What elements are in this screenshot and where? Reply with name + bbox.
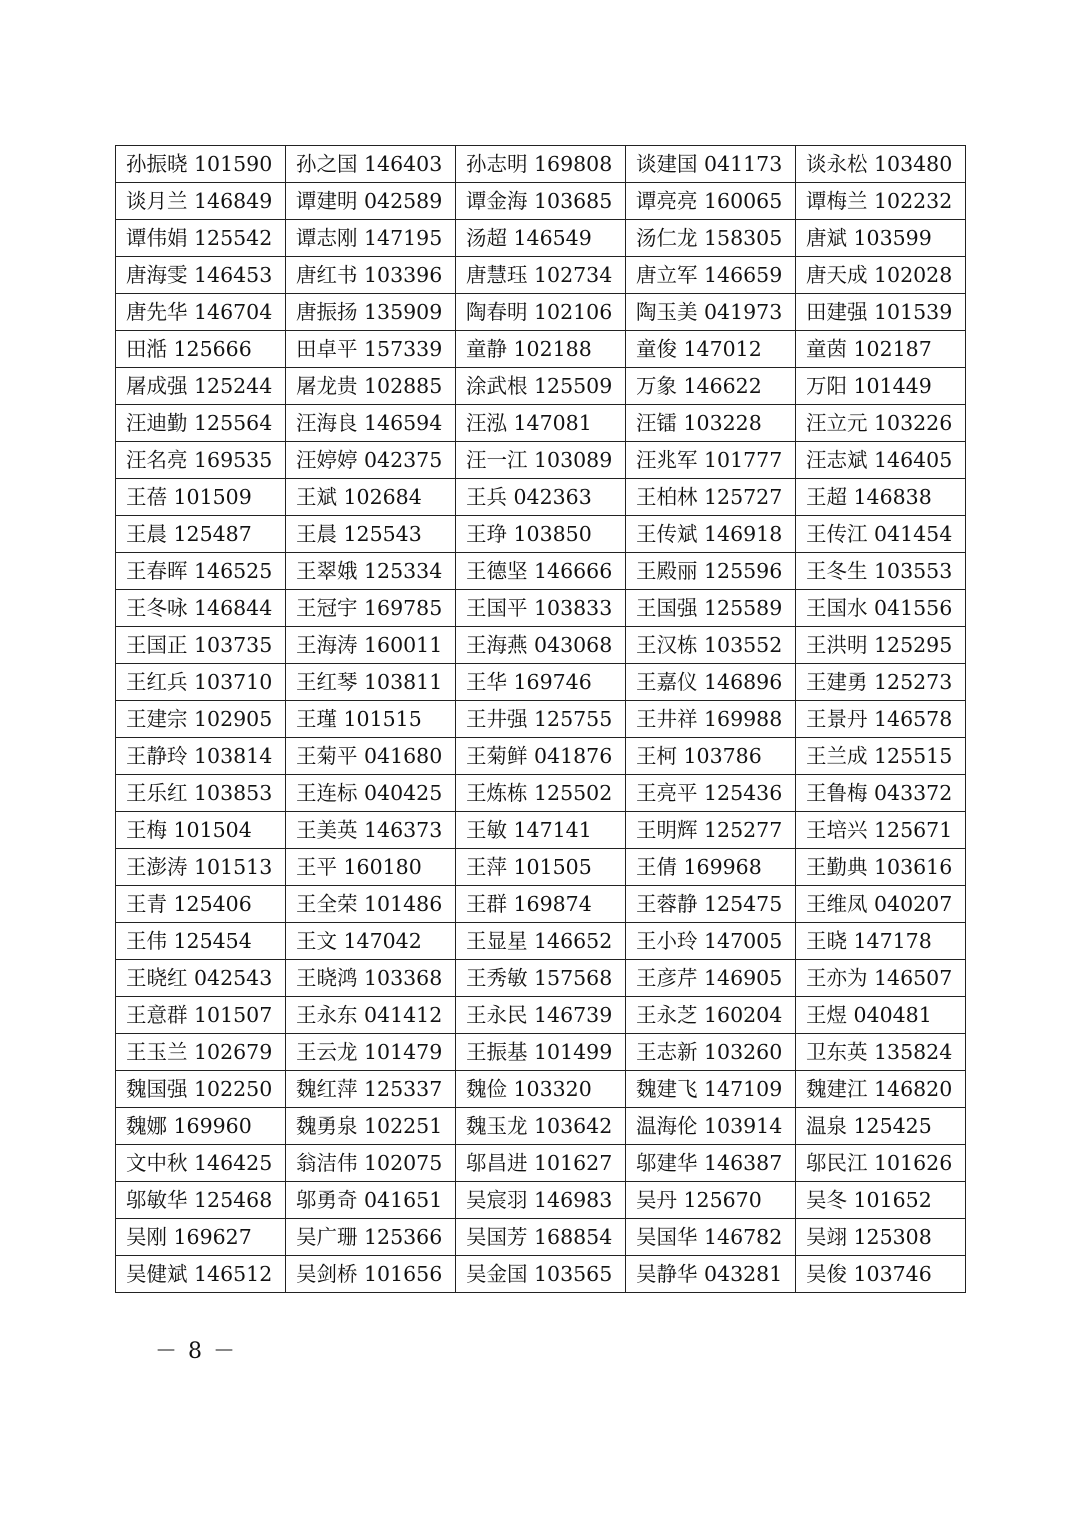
table-cell: 王永芝 160204 — [626, 997, 796, 1034]
table-cell: 王井强 125755 — [456, 701, 626, 738]
table-cell: 王敏 147141 — [456, 812, 626, 849]
table-row — [116, 849, 966, 886]
table-cell: 王美英 146373 — [286, 812, 456, 849]
table-cell: 王炼栋 125502 — [456, 775, 626, 812]
table-cell: 吴刚 169627 — [116, 1219, 286, 1256]
table-cell: 孙志明 169808 — [456, 146, 626, 183]
table-cell: 王小玲 147005 — [626, 923, 796, 960]
table-row — [116, 331, 966, 368]
table-cell: 王德坚 146666 — [456, 553, 626, 590]
table-row — [116, 405, 966, 442]
table-cell: 邬民江 101626 — [796, 1145, 966, 1182]
table-row — [116, 738, 966, 775]
table-cell: 王秀敏 157568 — [456, 960, 626, 997]
table-cell: 汪迪勤 125564 — [116, 405, 286, 442]
table-cell: 魏国强 102250 — [116, 1071, 286, 1108]
table-cell: 王华 169746 — [456, 664, 626, 701]
table-cell: 汪兆军 101777 — [626, 442, 796, 479]
table-cell: 王振基 101499 — [456, 1034, 626, 1071]
table-cell: 邬建华 146387 — [626, 1145, 796, 1182]
table-row — [116, 1145, 966, 1182]
table-cell: 万阳 101449 — [796, 368, 966, 405]
table-cell: 文中秋 146425 — [116, 1145, 286, 1182]
table-cell: 王蓓 101509 — [116, 479, 286, 516]
table-cell: 吴金国 103565 — [456, 1256, 626, 1293]
table-cell: 翁洁伟 102075 — [286, 1145, 456, 1182]
table-cell: 卫东英 135824 — [796, 1034, 966, 1071]
table-cell: 田建强 101539 — [796, 294, 966, 331]
table-cell: 谭伟娟 125542 — [116, 220, 286, 257]
table-row — [116, 590, 966, 627]
table-cell: 王晓鸿 103368 — [286, 960, 456, 997]
table-cell: 王冠宇 169785 — [286, 590, 456, 627]
table-cell: 王静玲 103814 — [116, 738, 286, 775]
table-cell: 吴翊 125308 — [796, 1219, 966, 1256]
table-cell: 谭志刚 147195 — [286, 220, 456, 257]
table-cell: 王红兵 103710 — [116, 664, 286, 701]
table-cell: 王鲁梅 043372 — [796, 775, 966, 812]
table-cell: 童茵 102187 — [796, 331, 966, 368]
table-cell: 邬敏华 125468 — [116, 1182, 286, 1219]
table-cell: 汤超 146549 — [456, 220, 626, 257]
table-cell: 王菊平 041680 — [286, 738, 456, 775]
table-cell: 吴俊 103746 — [796, 1256, 966, 1293]
table-cell: 王晨 125543 — [286, 516, 456, 553]
table-cell: 魏建江 146820 — [796, 1071, 966, 1108]
table-cell: 王蓉静 125475 — [626, 886, 796, 923]
table-cell: 陶玉美 041973 — [626, 294, 796, 331]
table-cell: 王建勇 125273 — [796, 664, 966, 701]
table-cell: 王意群 101507 — [116, 997, 286, 1034]
table-cell: 魏红萍 125337 — [286, 1071, 456, 1108]
table-row — [116, 553, 966, 590]
table-cell: 王海涛 160011 — [286, 627, 456, 664]
table-cell: 王琤 103850 — [456, 516, 626, 553]
table-cell: 王传江 041454 — [796, 516, 966, 553]
table-cell: 童俊 147012 — [626, 331, 796, 368]
table-cell: 王传斌 146918 — [626, 516, 796, 553]
table-cell: 童静 102188 — [456, 331, 626, 368]
table-cell: 王国水 041556 — [796, 590, 966, 627]
table-cell: 唐立军 146659 — [626, 257, 796, 294]
table-cell: 唐天成 102028 — [796, 257, 966, 294]
table-cell: 邬昌进 101627 — [456, 1145, 626, 1182]
table-cell: 汪婷婷 042375 — [286, 442, 456, 479]
table-cell: 唐慧珏 102734 — [456, 257, 626, 294]
table-cell: 唐红书 103396 — [286, 257, 456, 294]
table-row — [116, 1256, 966, 1293]
table-cell: 王梅 101504 — [116, 812, 286, 849]
roster-table-body — [116, 146, 966, 1293]
table-cell: 王明辉 125277 — [626, 812, 796, 849]
table-row — [116, 294, 966, 331]
table-cell: 王倩 169968 — [626, 849, 796, 886]
table-cell: 王澎涛 101513 — [116, 849, 286, 886]
table-cell: 谭金海 103685 — [456, 183, 626, 220]
table-cell: 汪海良 146594 — [286, 405, 456, 442]
table-cell: 王青 125406 — [116, 886, 286, 923]
table-cell: 吴宸羽 146983 — [456, 1182, 626, 1219]
table-row — [116, 886, 966, 923]
table-cell: 谭亮亮 160065 — [626, 183, 796, 220]
table-cell: 吴国华 146782 — [626, 1219, 796, 1256]
table-cell: 王勤典 103616 — [796, 849, 966, 886]
table-cell: 王嘉仪 146896 — [626, 664, 796, 701]
table-row — [116, 664, 966, 701]
table-cell: 汪名亮 169535 — [116, 442, 286, 479]
table-row — [116, 220, 966, 257]
table-cell: 王斌 102684 — [286, 479, 456, 516]
table-cell: 王晨 125487 — [116, 516, 286, 553]
table-cell: 王连标 040425 — [286, 775, 456, 812]
table-cell: 王国正 103735 — [116, 627, 286, 664]
table-cell: 王瑾 101515 — [286, 701, 456, 738]
table-cell: 王冬咏 146844 — [116, 590, 286, 627]
table-cell: 王翠娥 125334 — [286, 553, 456, 590]
table-cell: 涂武根 125509 — [456, 368, 626, 405]
table-cell: 王文 147042 — [286, 923, 456, 960]
table-cell: 王晓红 042543 — [116, 960, 286, 997]
table-row — [116, 479, 966, 516]
table-row — [116, 368, 966, 405]
table-row — [116, 1034, 966, 1071]
table-row — [116, 997, 966, 1034]
table-row — [116, 923, 966, 960]
table-cell: 王洪明 125295 — [796, 627, 966, 664]
table-cell: 王春晖 146525 — [116, 553, 286, 590]
table-cell: 王亦为 146507 — [796, 960, 966, 997]
table-cell: 王柯 103786 — [626, 738, 796, 775]
table-cell: 王伟 125454 — [116, 923, 286, 960]
table-cell: 谈月兰 146849 — [116, 183, 286, 220]
table-cell: 孙振晓 101590 — [116, 146, 286, 183]
table-cell: 王煜 040481 — [796, 997, 966, 1034]
table-row — [116, 960, 966, 997]
table-cell: 王红琴 103811 — [286, 664, 456, 701]
table-cell: 孙之国 146403 — [286, 146, 456, 183]
table-cell: 温海伦 103914 — [626, 1108, 796, 1145]
table-cell: 魏玉龙 103642 — [456, 1108, 626, 1145]
table-cell: 王彦芹 146905 — [626, 960, 796, 997]
table-cell: 汪镭 103228 — [626, 405, 796, 442]
table-row — [116, 1182, 966, 1219]
table-row — [116, 1108, 966, 1145]
table-row — [116, 516, 966, 553]
table-cell: 吴健斌 146512 — [116, 1256, 286, 1293]
table-cell: 王兰成 125515 — [796, 738, 966, 775]
table-cell: 王井祥 169988 — [626, 701, 796, 738]
table-cell: 王国平 103833 — [456, 590, 626, 627]
table-cell: 谈建国 041173 — [626, 146, 796, 183]
table-row — [116, 257, 966, 294]
table-cell: 唐先华 146704 — [116, 294, 286, 331]
table-cell: 魏娜 169960 — [116, 1108, 286, 1145]
table-cell: 万象 146622 — [626, 368, 796, 405]
table-cell: 王国强 125589 — [626, 590, 796, 627]
table-cell: 王兵 042363 — [456, 479, 626, 516]
page-number: － 8 － — [155, 1339, 237, 1364]
table-cell: 吴冬 101652 — [796, 1182, 966, 1219]
table-cell: 王乐红 103853 — [116, 775, 286, 812]
table-cell: 王亮平 125436 — [626, 775, 796, 812]
table-cell: 王培兴 125671 — [796, 812, 966, 849]
table-cell: 王冬生 103553 — [796, 553, 966, 590]
table-cell: 田湉 125666 — [116, 331, 286, 368]
table-cell: 王柏林 125727 — [626, 479, 796, 516]
table-cell: 汪立元 103226 — [796, 405, 966, 442]
table-cell: 吴静华 043281 — [626, 1256, 796, 1293]
table-row — [116, 1071, 966, 1108]
roster-table — [115, 145, 966, 1293]
table-cell: 王永东 041412 — [286, 997, 456, 1034]
table-cell: 王汉栋 103552 — [626, 627, 796, 664]
table-cell: 谭梅兰 102232 — [796, 183, 966, 220]
table-cell: 王殿丽 125596 — [626, 553, 796, 590]
table-cell: 吴剑桥 101656 — [286, 1256, 456, 1293]
table-cell: 王晓 147178 — [796, 923, 966, 960]
table-cell: 屠成强 125244 — [116, 368, 286, 405]
table-row — [116, 701, 966, 738]
table-cell: 屠龙贵 102885 — [286, 368, 456, 405]
table-cell: 温泉 125425 — [796, 1108, 966, 1145]
table-cell: 谭建明 042589 — [286, 183, 456, 220]
table-cell: 王永民 146739 — [456, 997, 626, 1034]
table-cell: 田卓平 157339 — [286, 331, 456, 368]
table-cell: 魏勇泉 102251 — [286, 1108, 456, 1145]
table-cell: 王建宗 102905 — [116, 701, 286, 738]
table-cell: 唐振扬 135909 — [286, 294, 456, 331]
table-cell: 吴国芳 168854 — [456, 1219, 626, 1256]
table-row — [116, 146, 966, 183]
table-cell: 谈永松 103480 — [796, 146, 966, 183]
table-cell: 王海燕 043068 — [456, 627, 626, 664]
table-cell: 王显星 146652 — [456, 923, 626, 960]
table-row — [116, 812, 966, 849]
table-cell: 陶春明 102106 — [456, 294, 626, 331]
table-cell: 吴丹 125670 — [626, 1182, 796, 1219]
table-cell: 魏俭 103320 — [456, 1071, 626, 1108]
table-cell: 王云龙 101479 — [286, 1034, 456, 1071]
table-cell: 王超 146838 — [796, 479, 966, 516]
table-cell: 汪志斌 146405 — [796, 442, 966, 479]
table-cell: 汤仁龙 158305 — [626, 220, 796, 257]
table-row — [116, 442, 966, 479]
table-cell: 汪一江 103089 — [456, 442, 626, 479]
table-cell: 唐海雯 146453 — [116, 257, 286, 294]
table-cell: 王全荣 101486 — [286, 886, 456, 923]
table-cell: 王志新 103260 — [626, 1034, 796, 1071]
table-cell: 魏建飞 147109 — [626, 1071, 796, 1108]
table-cell: 王平 160180 — [286, 849, 456, 886]
table-row — [116, 775, 966, 812]
table-row — [116, 183, 966, 220]
table-cell: 王菊鲜 041876 — [456, 738, 626, 775]
table-cell: 王萍 101505 — [456, 849, 626, 886]
table-cell: 王景丹 146578 — [796, 701, 966, 738]
table-cell: 唐斌 103599 — [796, 220, 966, 257]
table-row — [116, 1219, 966, 1256]
table-row — [116, 627, 966, 664]
table-cell: 汪泓 147081 — [456, 405, 626, 442]
table-cell: 吴广珊 125366 — [286, 1219, 456, 1256]
table-cell: 王维凤 040207 — [796, 886, 966, 923]
table-cell: 邬勇奇 041651 — [286, 1182, 456, 1219]
table-cell: 王玉兰 102679 — [116, 1034, 286, 1071]
table-cell: 王群 169874 — [456, 886, 626, 923]
